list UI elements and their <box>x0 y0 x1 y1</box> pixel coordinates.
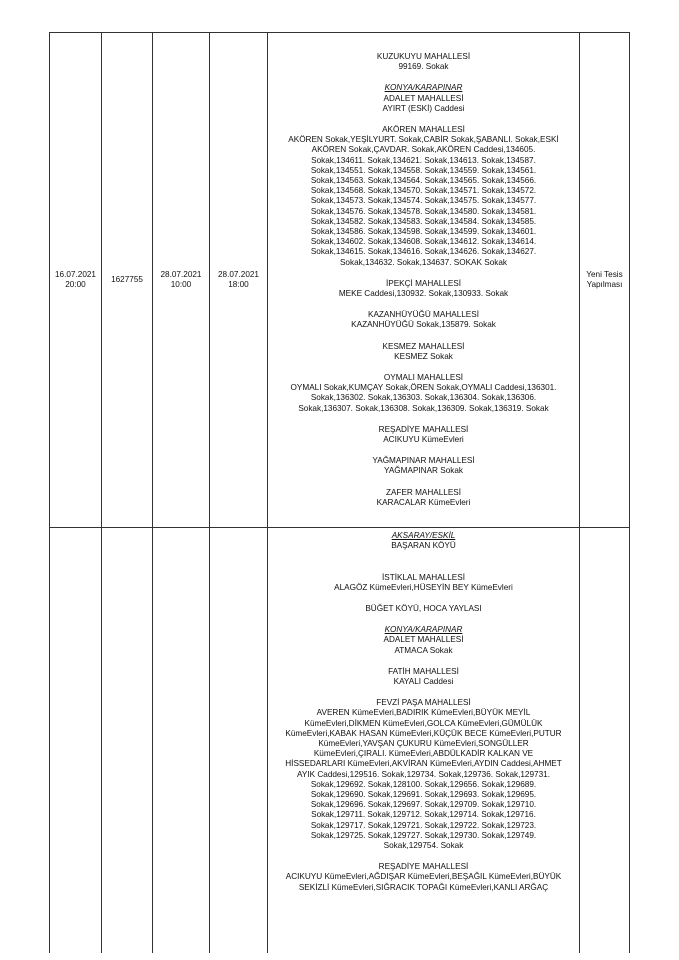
street-list-line: AVEREN KümeEvleri,BADIRIK KümeEvleri,BÜYÜK MEYİL <box>316 708 531 718</box>
province-heading: KONYA/KARAPINAR <box>384 83 463 93</box>
area-block <box>271 698 576 851</box>
affected-areas-cell <box>268 33 580 528</box>
neighborhood-name: ADALET MAHALLESİ <box>383 93 464 103</box>
street-list-line: Sokak,136302. Sokak,136303. Sokak,136304. Sokak,136306. <box>310 393 537 403</box>
street-list-line: 99169. Sokak <box>398 62 449 72</box>
street-list-line: ATMACA Sokak <box>394 645 453 655</box>
street-list-line: AYIK Caddesi,129516. Sokak,129734. Sokak,129736. Sokak,129731. <box>297 769 550 779</box>
street-list-line: Sokak,134576. Sokak,134578. Sokak,134580. Sokak,134581. <box>310 206 537 216</box>
street-list-line: Sokak,136307. Sokak,136308. Sokak,136309. Sokak,136319. Sokak <box>298 403 549 413</box>
affected-areas-cell <box>268 528 580 954</box>
street-list-line: KAZANHÜYÜĞÜ Sokak,135879. Sokak <box>351 320 496 330</box>
neighborhood-name: KAZANHÜYÜĞÜ MAHALLESİ <box>367 310 479 320</box>
end-datetime-cell-2: 28.07.2021 18:00 <box>210 33 268 528</box>
street-list-line: Sokak,134563. Sokak,134564. Sokak,134565. Sokak,134566. <box>310 175 537 185</box>
street-list-line: Sokak,134632. Sokak,134637. SOKAK Sokak <box>339 257 508 267</box>
empty-cell <box>580 528 630 954</box>
street-list-line: Sokak,134551. Sokak,134558. Sokak,134559. Sokak,134561. <box>310 165 537 175</box>
street-list-line: Sokak,134611. Sokak,134621. Sokak,134613. Sokak,134587. <box>311 155 536 165</box>
reason-cell: Yeni Tesis Yapılması <box>580 33 630 528</box>
end-datetime-cell-1: 28.07.2021 10:00 <box>153 33 210 528</box>
street-list-line: Sokak,129711. Sokak,129712. Sokak,129714. Sokak,129716. <box>311 810 536 820</box>
street-list-line: Sokak,129692. Sokak,128100. Sokak,129656. Sokak,129689. <box>310 779 537 789</box>
street-list-line: KARACALAR KümeEvleri <box>376 497 471 507</box>
area-block <box>271 562 576 593</box>
area-block <box>271 667 576 687</box>
start-datetime-cell: 16.07.2021 20:00 <box>50 33 102 528</box>
neighborhood-name: ADALET MAHALLESİ <box>383 635 464 645</box>
street-list-line: KESMEZ Sokak <box>394 351 453 361</box>
table-row <box>50 33 630 528</box>
area-block <box>271 862 576 893</box>
neighborhood-name: KESMEZ MAHALLESİ <box>382 341 465 351</box>
street-list-line: AKÖREN Sokak,ÇAVDAR. Sokak,AKÖREN Caddesi,134605. <box>311 145 536 155</box>
street-list-line: Sokak,129754. Sokak <box>383 841 464 851</box>
empty-cell <box>153 528 210 954</box>
street-list-line: KümeEvleri,ÇIRALI. KümeEvleri,ABDÜLKADİR KALKAN VE <box>313 749 534 759</box>
street-list-line: Sokak,134586. Sokak,134598. Sokak,134599. Sokak,134601. <box>310 226 537 236</box>
street-list-line: KAYALI Caddesi <box>393 677 454 687</box>
table-row <box>50 528 630 954</box>
street-list-line: YAĞMAPINAR Sokak <box>383 466 464 476</box>
neighborhood-name: REŞADİYE MAHALLESİ <box>378 424 469 434</box>
neighborhood-name: BAŞARAN KÖYÜ <box>391 541 456 551</box>
area-block <box>271 342 576 362</box>
neighborhood-name: KUZUKUYU MAHALLESİ <box>376 51 471 61</box>
street-list-line: Sokak,134602. Sokak,134608. Sokak,134612. Sokak,134614. <box>310 237 537 247</box>
area-block <box>271 531 576 551</box>
empty-cell <box>210 528 268 954</box>
street-list-line <box>271 562 576 572</box>
street-list-line: HİSSEDARLARI KümeEvleri,AKVİRAN KümeEvleri,AYDIN Caddesi,AHMET <box>285 759 562 769</box>
empty-cell <box>102 528 153 954</box>
area-block <box>271 310 576 330</box>
province-heading: KONYA/KARAPINAR <box>384 625 463 635</box>
street-list-line: İSTİKLAL MAHALLESİ <box>382 572 465 582</box>
street-list-line: Sokak,134573. Sokak,134574. Sokak,134575. Sokak,134577. <box>310 196 537 206</box>
area-block <box>271 456 576 476</box>
neighborhood-name: ZAFER MAHALLESİ <box>385 487 462 497</box>
street-list-line: KümeEvleri,KABAK HASAN KümeEvleri,KÜÇÜK BECE KümeEvleri,PUTUR <box>285 728 562 738</box>
street-list-line: OYMALI Sokak,KUMÇAY Sokak,ÖREN Sokak,OYMALI Caddesi,136301. <box>290 383 557 393</box>
street-list-line: AKÖREN Sokak,YEŞİLYURT. Sokak,CABİR Sokak,ŞABANLI. Sokak,ESKİ <box>288 135 559 145</box>
street-list-line: Sokak,129696. Sokak,129697. Sokak,129709. Sokak,129710. <box>310 800 537 810</box>
province-heading: AKSARAY/ESKİL <box>391 531 456 540</box>
area-block <box>271 488 576 508</box>
area-block <box>271 604 576 614</box>
street-list-line: ACIKUYU KümeEvleri <box>383 435 464 445</box>
neighborhood-name: YAĞMAPINAR MAHALLESİ <box>372 456 475 466</box>
neighborhood-name: FEVZİ PAŞA MAHALLESİ <box>376 698 471 708</box>
street-list-line: AYIRT (ESKİ) Caddesi <box>382 103 465 113</box>
street-list-line: SEKİZLİ KümeEvleri,SIĞRACIK TOPAĞI KümeEvleri,KANLI ARĞAÇ <box>298 882 549 892</box>
neighborhood-name: OYMALI MAHALLESİ <box>383 373 464 383</box>
street-list-line: Sokak,134615. Sokak,134616. Sokak,134626. Sokak,134627. <box>310 247 537 257</box>
neighborhood-name: AKÖREN MAHALLESİ <box>382 124 465 134</box>
street-list-line: KümeEvleri,DİKMEN KümeEvleri,GOLCA KümeEvleri,GÜMÜLÜK <box>304 718 543 728</box>
street-list-line: Sokak,134568. Sokak,134570. Sokak,134571. Sokak,134572. <box>310 186 537 196</box>
street-list-line: Sokak,129690. Sokak,129691. Sokak,129693. Sokak,129695. <box>310 790 537 800</box>
area-block <box>271 83 576 114</box>
street-list-line: Sokak,129725. Sokak,129727. Sokak,129730. Sokak,129749. <box>310 830 537 840</box>
neighborhood-name: İPEKÇİ MAHALLESİ <box>385 278 462 288</box>
area-block <box>271 52 576 72</box>
area-block <box>271 279 576 299</box>
outage-table <box>49 32 630 953</box>
neighborhood-name: REŞADİYE MAHALLESİ <box>378 862 469 872</box>
street-list-line: Sokak,134582. Sokak,134583. Sokak,134584. Sokak,134585. <box>310 216 537 226</box>
area-block <box>271 373 576 414</box>
street-list-line: MEKE Caddesi,130932. Sokak,130933. Sokak <box>338 289 509 298</box>
street-list-line: ALAGÖZ KümeEvleri,HÜSEYİN BEY KümeEvleri <box>334 582 513 592</box>
outage-id-cell: 1627755 <box>102 33 153 528</box>
neighborhood-name: BÜĞET KÖYÜ, HOCA YAYLASI <box>365 604 482 614</box>
area-block <box>271 425 576 445</box>
empty-cell <box>50 528 102 954</box>
street-list-line: ACIKUYU KümeEvleri,AĞDIŞAR KümeEvleri,BEŞAĞIL KümeEvleri,BÜYÜK <box>285 872 562 882</box>
street-list-line: KümeEvleri,YAVŞAN ÇUKURU KümeEvleri,SONGÜLLER <box>318 739 529 749</box>
area-block <box>271 625 576 656</box>
neighborhood-name: FATİH MAHALLESİ <box>388 666 459 676</box>
street-list-line: Sokak,129717. Sokak,129721. Sokak,129722. Sokak,129723. <box>310 820 537 830</box>
area-block <box>271 125 576 268</box>
